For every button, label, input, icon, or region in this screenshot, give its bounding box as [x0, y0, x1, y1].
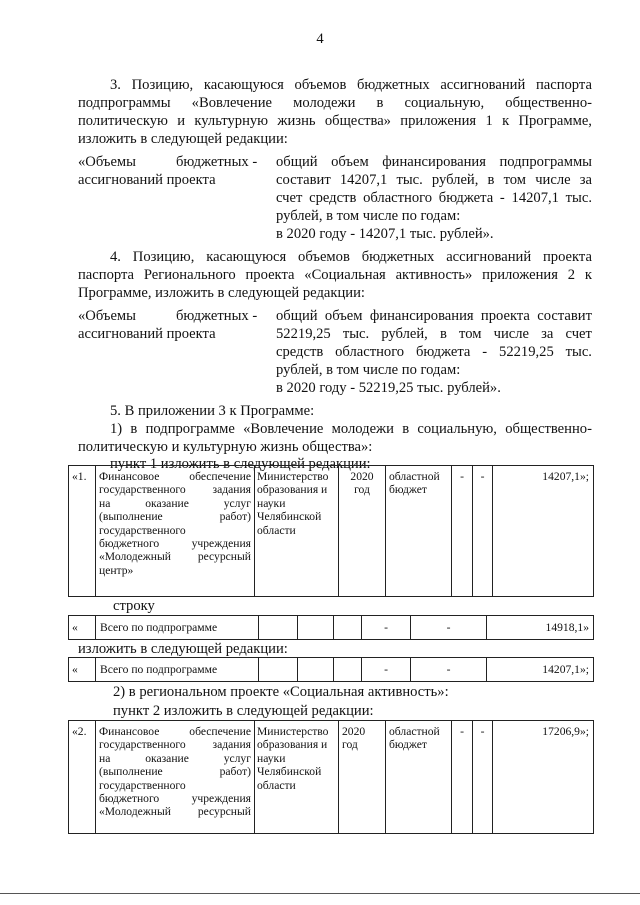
word: составит [537, 308, 592, 324]
table2-dash1: - [460, 725, 464, 738]
table1-num: «1. [72, 470, 87, 483]
word: в [439, 326, 447, 342]
word: услуг [223, 496, 251, 510]
izlozhit-label: изложить в следующей редакции: [78, 641, 288, 657]
word: Позицию, [132, 249, 195, 265]
word: объем [324, 308, 363, 324]
word: ресурсный [197, 805, 251, 819]
word: ассигнований [440, 77, 526, 93]
word: финансирования [382, 154, 486, 170]
block1-line4: рублей, в том числе по годам: [276, 208, 461, 224]
word: средств [276, 344, 324, 360]
table2-dash2: - [480, 725, 485, 738]
word: «Молодежный [99, 805, 171, 819]
word: тыс. [396, 172, 423, 188]
word: в [402, 421, 410, 437]
word: тыс. [565, 344, 592, 360]
word: 2 [567, 267, 576, 283]
word: бюджетных [361, 249, 435, 265]
word: учреждения [191, 792, 251, 806]
word: в [487, 172, 495, 188]
word: рублей, [381, 326, 428, 342]
word: за [579, 172, 592, 188]
word: проекта [480, 308, 530, 324]
table2-budget: областной бюджет [389, 725, 440, 752]
word: Финансовое [99, 470, 160, 483]
table1-ministry: Министерство образования и науки Челябинской области [257, 470, 329, 537]
word: учреждения [191, 537, 251, 551]
word: в [376, 95, 384, 111]
word: касающуюся [206, 249, 287, 265]
word: финансирования [369, 308, 474, 324]
word: Финансовое [99, 725, 160, 738]
word: приложения [400, 113, 477, 129]
word: молодежи [293, 95, 356, 111]
word: оказание [145, 751, 189, 765]
block1-label-left: «Объемы [78, 154, 136, 170]
para5-line3: политическую и культурную жизнь общества»: [78, 439, 373, 455]
block2-label-right: бюджетных - [176, 308, 258, 324]
word: том [503, 172, 527, 188]
table1-amount: 14207,1»; [542, 470, 589, 483]
word: составит [276, 172, 331, 188]
row-old-quote: « [72, 621, 78, 634]
word: на [99, 751, 111, 765]
word: обеспечение [189, 470, 251, 483]
word: 14207,1 [339, 172, 388, 188]
word: 1 [485, 113, 493, 129]
row-new-label: Всего по подпрограмме [100, 663, 218, 676]
row-old-label: Всего по подпрограмме [100, 621, 218, 634]
block2-label-left: «Объемы [78, 308, 136, 324]
word: подпрограмме [145, 421, 235, 437]
word: к [584, 267, 592, 283]
block2-label-line2: ассигнований проекта [78, 326, 216, 342]
page-bottom-rule [0, 893, 640, 894]
table1-dash2: - [480, 470, 485, 483]
word: бюджета [438, 190, 494, 206]
word: на [99, 496, 111, 510]
word: паспорта [78, 267, 135, 283]
row-new-dash2: - [446, 663, 451, 676]
block2-line5: в 2020 году - 52219,25 тыс. рублей». [276, 380, 501, 396]
table1-desc: Финансовое обеспечение государственного задания на оказание услуг (выполнение работ) государственного бюджетного учреждения «Молодежный ресурсный центр» [99, 470, 251, 577]
word: общественно- [505, 95, 592, 111]
word: проекта [245, 267, 295, 283]
word: бюджетного [99, 792, 160, 806]
word: социальную, [404, 95, 485, 111]
word: государственного [99, 738, 186, 752]
row-old-dash1: - [384, 621, 388, 634]
word: оказание [145, 496, 189, 510]
word: (выполнение [99, 510, 163, 524]
word: том [459, 326, 482, 342]
word: «Вовлечение [243, 421, 324, 437]
word: тыс. [342, 326, 370, 342]
word: счет [276, 190, 303, 206]
word: областного [363, 190, 433, 206]
word: 4. [110, 249, 121, 265]
row-new-dash1: - [384, 663, 388, 676]
word: бюджета [415, 344, 471, 360]
para5-line1: 5. В приложении 3 к Программе: [110, 403, 315, 419]
word: паспорта [535, 77, 592, 93]
word: средств [309, 190, 357, 206]
row-old-amount: 14918,1» [545, 621, 589, 634]
table1-dash1: - [460, 470, 464, 483]
word: в [130, 421, 138, 437]
word: рублей, [431, 172, 479, 188]
word: областного [335, 344, 405, 360]
word: ресурсный [197, 550, 251, 564]
stroku-label: строку [113, 598, 155, 614]
table2-num: «2. [72, 725, 87, 738]
word: общий [276, 154, 318, 170]
block2-line4: рублей, в том числе по годам: [276, 362, 461, 378]
word: 14207,1 [511, 190, 559, 206]
word: подпрограммы [78, 95, 171, 111]
word: числе [535, 172, 571, 188]
word: Позицию, [131, 77, 194, 93]
word: Программе, [518, 113, 592, 129]
word: к [502, 113, 510, 129]
word: объемов [294, 77, 347, 93]
word: задания [212, 483, 251, 497]
page-number: 4 [316, 31, 324, 47]
row-new-quote: « [72, 663, 78, 676]
word: «Молодежный [99, 550, 171, 564]
word: общий [276, 308, 318, 324]
word: объемов [298, 249, 350, 265]
block1-label-line2: ассигнований проекта [78, 172, 216, 188]
word: общества» [324, 113, 391, 129]
word: «Вовлечение [191, 95, 273, 111]
table2-ministry: Министерство образования и науки Челябинской области [257, 725, 329, 792]
word: бюджетного [99, 537, 160, 551]
word: работ) [219, 765, 251, 779]
word: (выполнение [99, 765, 163, 779]
word: объем [331, 154, 369, 170]
word: Регионального [143, 267, 236, 283]
word: обеспечение [189, 725, 251, 738]
table2-desc: Финансовое обеспечение государственного задания на оказание услуг (выполнение работ) государственного бюджетного учреждения «Молодежный ресурсный [99, 725, 251, 819]
word: касающуюся [203, 77, 284, 93]
word: задания [212, 738, 251, 752]
word: политическую [78, 113, 168, 129]
para3-line4: изложить в следующей редакции: [78, 131, 288, 147]
word: 1) [110, 421, 123, 437]
word: социальную, [417, 421, 497, 437]
word: приложения [482, 267, 558, 283]
word: 52219,25 [276, 326, 331, 342]
table1-budget: областной бюджет [389, 470, 440, 497]
word: - [482, 344, 488, 360]
word: 52219,25 [499, 344, 554, 360]
word: государственного [99, 483, 186, 497]
word: ассигнований [446, 249, 532, 265]
word: молодежи [331, 421, 394, 437]
word: проекта [542, 249, 592, 265]
word: тыс. [565, 190, 592, 206]
word: культурную [194, 113, 269, 129]
word: активность» [395, 267, 473, 283]
word: - [499, 190, 505, 206]
table2-year: 2020 год [342, 725, 366, 752]
table2-amount: 17206,9»; [542, 725, 589, 738]
word: жизнь [277, 113, 316, 129]
row-old-dash2: - [446, 621, 451, 634]
word: 3. [110, 77, 121, 93]
block1-line5: в 2020 году - 14207,1 тыс. рублей». [276, 226, 494, 242]
word: «Социальная [304, 267, 386, 283]
word: бюджетных [357, 77, 430, 93]
para4-line3: Программе, изложить в следующей редакции: [78, 285, 365, 301]
table1-year: 2020 год [350, 470, 374, 497]
regional-line1: 2) в региональном проекте «Социальная активность»: [113, 684, 449, 700]
word: счет [565, 326, 592, 342]
regional-line2: пункт 2 изложить в следующей редакции: [113, 703, 374, 719]
word: работ) [219, 510, 251, 524]
word: и [177, 113, 186, 129]
word: за [541, 326, 554, 342]
block1-label-right: бюджетных - [176, 154, 258, 170]
word: числе [493, 326, 529, 342]
row-new-amount: 14207,1»; [542, 663, 589, 676]
word: услуг [223, 751, 251, 765]
word: общественно- [505, 421, 592, 437]
para5-line4: пункт 1 изложить в следующей редакции: [110, 456, 371, 472]
word: подпрограммы [499, 154, 592, 170]
